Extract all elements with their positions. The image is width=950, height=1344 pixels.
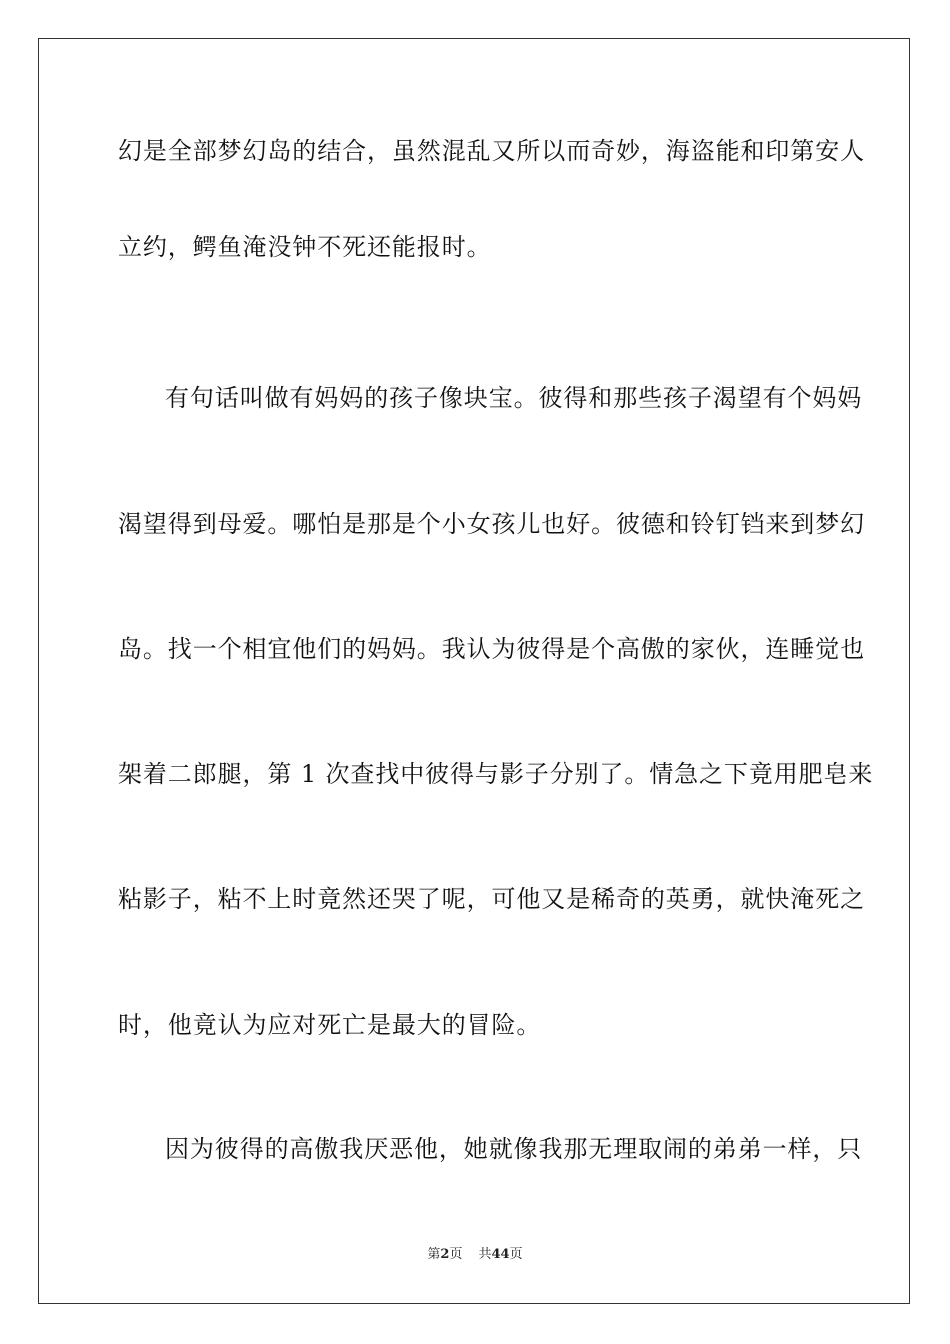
text-line-6: 架着二郎腿，第 1 次查找中彼得与影子分别了。情急之下竟用肥皂来: [118, 760, 874, 788]
text-line-3: 有句话叫做有妈妈的孩子像块宝。彼得和那些孩子渴望有个妈妈: [165, 384, 863, 412]
text-line-2: 立约，鳄鱼淹没钟不死还能报时。: [118, 233, 492, 261]
text-line-5: 岛。找一个相宜他们的妈妈。我认为彼得是个高傲的家伙，连睡觉也: [118, 635, 865, 663]
total-pages: 44: [491, 1247, 510, 1262]
page-border: [38, 38, 910, 1304]
page-number: 2: [440, 1247, 450, 1262]
text-line-7: 粘影子，粘不上时竟然还哭了呢，可他又是稀奇的英勇，就快淹死之: [118, 885, 865, 913]
text-line-4: 渴望得到母爱。哪怕是那是个小女孩儿也好。彼德和铃钉铛来到梦幻: [118, 510, 865, 538]
text-line-9: 因为彼得的高傲我厌恶他，她就像我那无理取闹的弟弟一样，只: [165, 1135, 863, 1163]
total-prefix: 共: [478, 1247, 492, 1262]
total-suffix: 页: [509, 1247, 523, 1262]
text-line-8: 时，他竟认为应对死亡是最大的冒险。: [118, 1011, 542, 1039]
text-line-1: 幻是全部梦幻岛的结合，虽然混乱又所以而奇妙，海盗能和印第安人: [118, 137, 865, 165]
page-prefix: 第: [427, 1247, 441, 1262]
page-suffix: 页: [449, 1247, 463, 1262]
page-footer: [0, 1246, 950, 1264]
